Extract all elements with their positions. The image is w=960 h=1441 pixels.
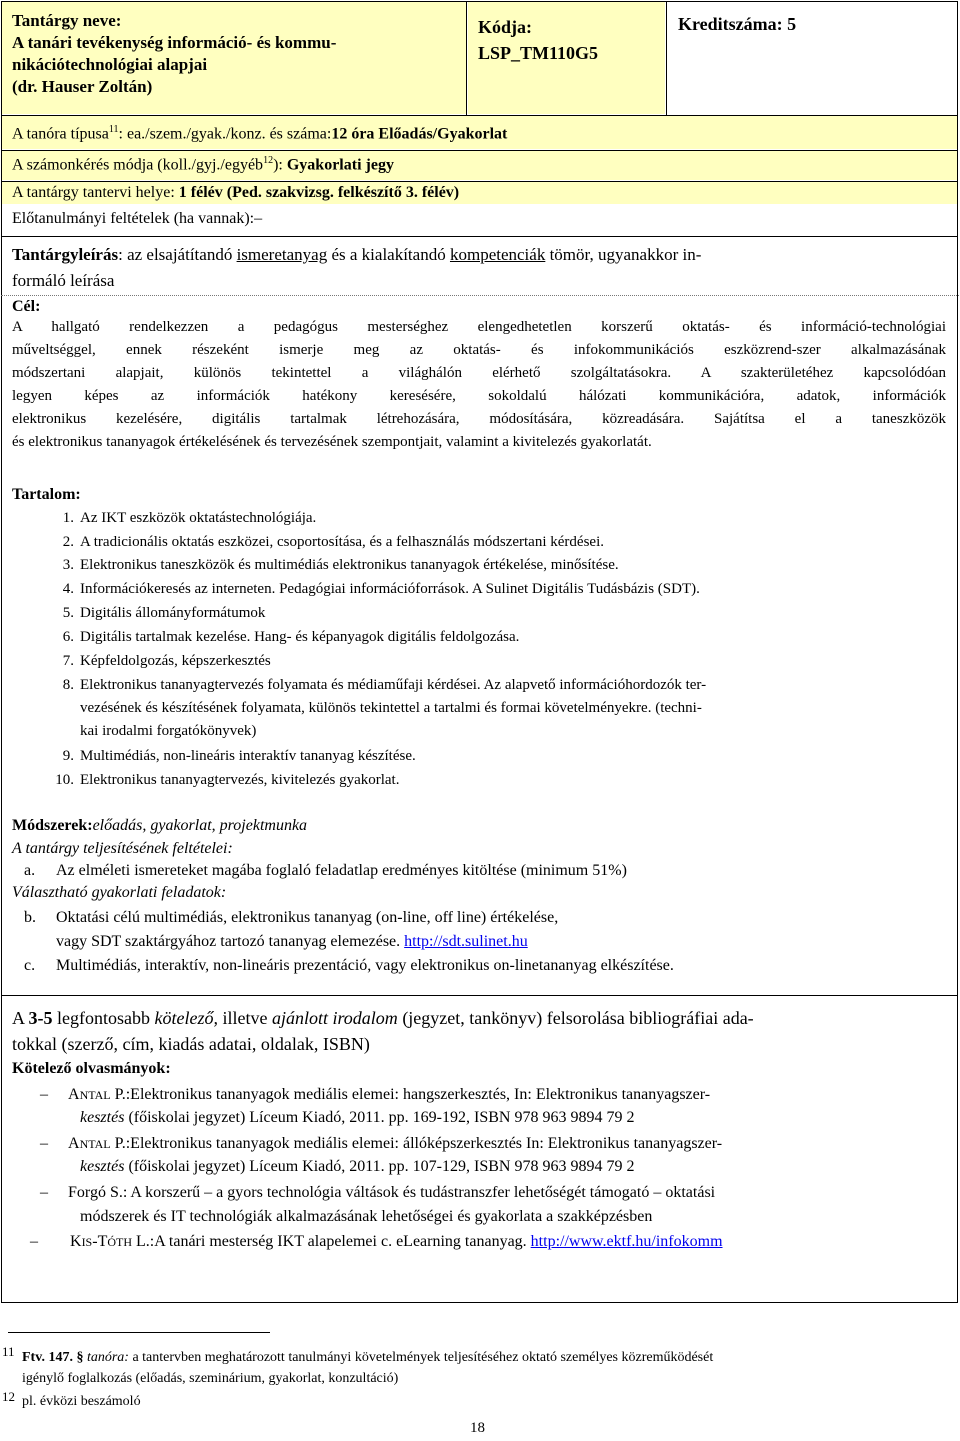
optional-tasks: Választható gyakorlati feladatok: xyxy=(12,884,227,901)
reading-item: – ANTAL P.:Elektronikus tananyagok mediális elemei: állóképszerkesztés In: Elektronikus tananyagszer- xyxy=(40,1135,723,1152)
description: Tantárgyleírás: az elsajátítandó ismeretanyag és a kialakítandó kompetenciák tömör, ugyanakkor in- xyxy=(12,245,702,264)
header-divider xyxy=(466,2,467,116)
goal-line: és elektronikus tananyagok értékelésének és tervezésének szempontjait, valamint a kivitelezés gyakorlatát. xyxy=(12,434,652,450)
footnote-12: pl. évközi beszámoló xyxy=(22,1394,141,1409)
list-item: 8. Elektronikus tananyagtervezés folyamata és médiaműfaji kérdései. Az alapvető információhordozók ter- xyxy=(62,677,707,693)
subject-label: Tantárgy neve: xyxy=(12,11,122,30)
dash-bullet: – xyxy=(40,1135,48,1152)
completion-conditions: A tantárgy teljesítésének feltételei: xyxy=(12,840,233,857)
row-rule xyxy=(2,236,957,237)
reading-item-line2: kesztés (főiskolai jegyzet) Líceum Kiadó, 2011. pp. 169-192, ISBN 978 963 9894 79 2 xyxy=(80,1109,635,1126)
task-b: b. Oktatási célú multimédiás, elektronikus tananyag (on-line, off line) értékelése, xyxy=(24,909,559,926)
dash-bullet: – xyxy=(30,1233,38,1250)
goal-line: műveltséggel, ennek részeként ismerje meg az oktatás- és infokommunikációs eszközrend-szer alkalmazásának xyxy=(12,342,946,358)
footnote-11-line2: igénylő foglalkozás (előadás, szeminárium, gyakorlat, konzultáció) xyxy=(22,1371,399,1386)
goal-line: módszertani alapjait, különös tekintettel a világhálón elérhető szolgáltatásokra. A szakterületéhez kapcsolódóan xyxy=(12,365,946,381)
credits: Kreditszáma: 5 xyxy=(678,14,797,34)
list-item-continuation: vezésének és készítésének folyamata, különös tekintettel a tartalmi és formai követelményekre. (techni- xyxy=(80,700,702,716)
sdt-link[interactable]: http://sdt.sulinet.hu xyxy=(404,933,528,950)
goal-line: elektronikus kezelésére, digitális tartalmak létrehozására, módosítására, közreadására. Sajátítsa el a taneszközök xyxy=(12,411,946,427)
methods: Módszerek:előadás, gyakorlat, projektmunka xyxy=(12,817,308,834)
course-code xyxy=(478,14,598,66)
dash-bullet: – xyxy=(40,1184,48,1201)
page-number: 18 xyxy=(470,1420,485,1436)
reading-item: – KIS-TÓTH L.:A tanári mesterség IKT alapelemei c. eLearning tananyag. http://www.ektf.hu/infokomm xyxy=(30,1233,723,1250)
class-type: A tanóra típusa$^{11}$: ea./szem./gyak./konz. és száma:12 óra Előadás/Gyakorlat xyxy=(12,124,508,143)
goal-text xyxy=(12,316,946,454)
assessment: A számonkérés módja (koll./gyj./egyéb$^{12}$): Gyakorlati jegy xyxy=(12,155,394,174)
dash-bullet: – xyxy=(40,1086,48,1103)
footnote-separator xyxy=(8,1332,270,1333)
goal-line: A hallgató rendelkezzen a pedagógus mesterséghez elengedhetetlen korszerű oktatás- és információ-technológiai xyxy=(12,319,946,335)
description-line2: formáló leírása xyxy=(12,271,115,290)
list-item: 10. Elektronikus tananyagtervezés, kivitelezés gyakorlat. xyxy=(55,772,400,788)
required-readings-label: Kötelező olvasmányok: xyxy=(12,1060,171,1077)
literature-intro-line2: tokkal (szerző, cím, kiadás adatai, oldalak, ISBN) xyxy=(12,1034,370,1054)
footnote-11-number: 11 xyxy=(2,1344,15,1359)
list-item: 5. Digitális állományformátumok xyxy=(62,605,266,621)
list-item: 6. Digitális tartalmak kezelése. Hang- és képanyagok digitális feldolgozása. xyxy=(62,629,520,645)
footnote-11: Ftv. 147. § tanóra: a tantervben meghatározott tanulmányi követelmények teljesítéséhez oktató személyes közreműködését xyxy=(22,1350,714,1365)
dotted-rule xyxy=(1,295,959,296)
list-item: 7. Képfeldolgozás, képszerkesztés xyxy=(62,653,271,669)
goal-line: legyen képes az információk hatékony keresésére, sokoldalú hálózati kommunikációra, adatok, információk xyxy=(12,388,946,404)
list-item: 3. Elektronikus taneszközök és multimédiás elektronikus tananyagok értékelése, minősítése. xyxy=(62,557,619,573)
goal-label: Cél: xyxy=(12,298,41,315)
subject-name-line: A tanári tevékenység információ- és kommu- xyxy=(12,33,337,52)
prerequisites: Előtanulmányi feltételek (ha vannak):– xyxy=(12,210,263,227)
list-item: 1. Az IKT eszközök oktatástechnológiája. xyxy=(62,510,317,526)
literature-intro: A 3-5 legfontosabb kötelező, illetve ajánlott irodalom (jegyzet, tankönyv) felsorolása bibliográfiai ada- xyxy=(12,1008,754,1028)
code-label: Kódja: xyxy=(478,17,532,37)
row-rule xyxy=(2,995,957,996)
ektf-link[interactable]: http://www.ektf.hu/infokomm xyxy=(530,1233,723,1250)
header-divider xyxy=(666,2,667,116)
list-item: 2. A tradicionális oktatás eszközei, csoportosítása, és a felhasználás módszertani kérdései. xyxy=(62,534,604,550)
content-label: Tartalom: xyxy=(12,486,81,503)
list-item: 4. Információkeresés az interneten. Pedagógiai információforrások. A Sulinet Digitális Tudásbázis (SDT). xyxy=(62,581,700,597)
subject-name xyxy=(12,10,336,98)
task-b-line2: vagy SDT szaktárgyához tartozó tananyag elemezése. http://sdt.sulinet.hu xyxy=(56,933,528,950)
reading-item: – ANTAL P.:Elektronikus tananyagok mediális elemei: hangszerkesztés, In: Elektronikus tananyagszer- xyxy=(40,1086,711,1103)
reading-item-line2: módszerek és IT technológiák alkalmazásának lehetőségei és gyakorlata a szakképzésben xyxy=(80,1208,653,1225)
list-item-continuation: kai irodalmi forgatókönyvek) xyxy=(80,723,257,739)
reading-item: – Forgó S.: A korszerű – a gyors technológia váltások és tudástranszfer lehetőségét támogató – oktatási xyxy=(40,1184,716,1201)
subject-name-line: (dr. Hauser Zoltán) xyxy=(12,77,153,96)
list-item: 9. Multimédiás, non-lineáris interaktív tananyag készítése. xyxy=(62,748,416,764)
footnote-12-number: 12 xyxy=(2,1389,15,1404)
reading-item-line2: kesztés (főiskolai jegyzet) Líceum Kiadó, 2011. pp. 107-129, ISBN 978 963 9894 79 2 xyxy=(80,1158,635,1175)
condition-a: a. Az elméleti ismereteket magába foglaló feladatlap eredményes kitöltése (minimum 51%) xyxy=(24,862,627,879)
curriculum-place: A tantárgy tantervi helye: 1 félév (Ped. szakvizsg. felkészítő 3. félév) xyxy=(12,184,460,201)
subject-name-line: nikációtechnológiai alapjai xyxy=(12,55,208,74)
task-c: c. Multimédiás, interaktív, non-lineáris prezentáció, vagy elektronikus on-linetananyag elkészítése. xyxy=(24,957,674,974)
code-value: LSP_TM110G5 xyxy=(478,43,599,63)
